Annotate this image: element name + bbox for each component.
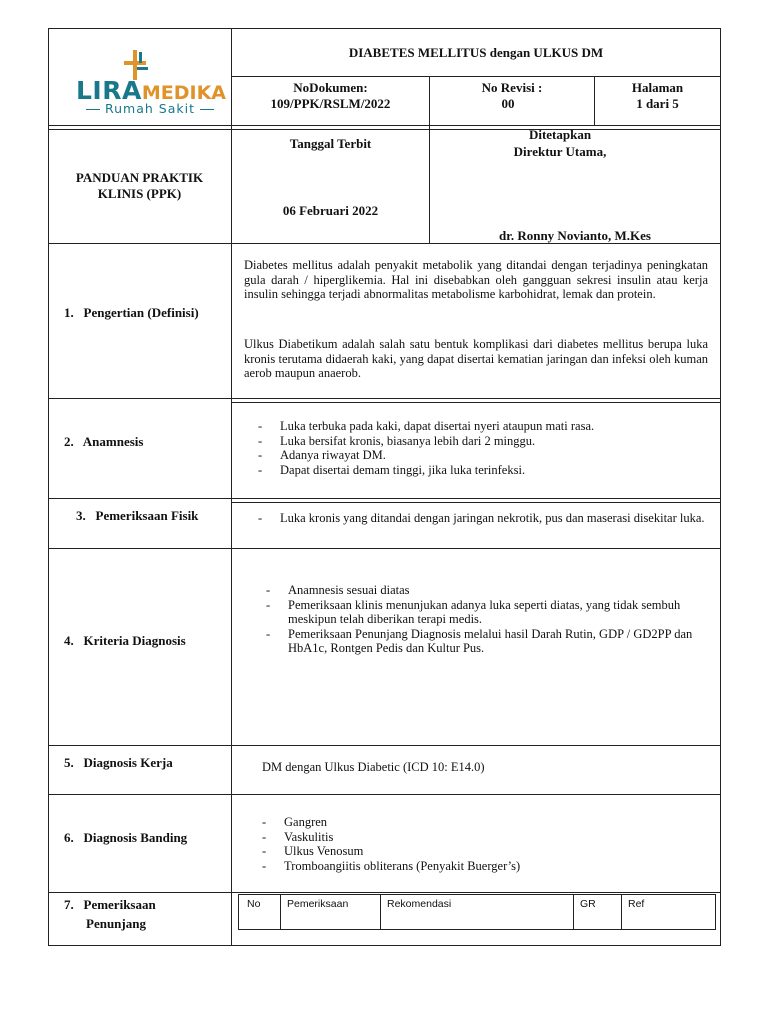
list-item: - Luka kronis yang ditandai dengan jaringan nekrotik, pus dan maserasi disekitar luka. [256, 511, 714, 526]
list-item: - Tromboangiitis obliterans (Penyakit Buerger’s) [260, 859, 700, 874]
section-1-para2: Ulkus Diabetikum adalah salah satu bentuk komplikasi dari diabetes mellitus berupa luka kronis terutama didaerah kaki, yang dapat disertai kematian jaringan dan infeksi oleh kuman aerob maupun anaerob. [244, 337, 708, 380]
section-3-title: 3. Pemeriksaan Fisik [76, 508, 199, 523]
list-item: - Pemeriksaan klinis menunjukan adanya luka seperti diatas, yang tidak sembuh meskipun telah diberikan terapi medis. [264, 598, 704, 627]
sep-s4-s5 [48, 745, 721, 746]
section-1-para1: Diabetes mellitus adalah penyakit metabolik yang ditandai dengan terjadinya peningkatan gula darah / hiperglikemia. Hal ini disebabkan oleh gangguan sekresi insulin atau kerja insulin sehingga terjadi abnormalitas metabolisme karbohidrat, lemak dan protein. [244, 258, 708, 301]
logo-name-lira: LIRA [76, 76, 142, 105]
pemeriksaan-fisik-list [256, 511, 714, 526]
halaman-value: 1 dari 5 [636, 96, 679, 111]
sep-s3-s4 [48, 548, 721, 549]
table-header-pemeriksaan: Pemeriksaan [287, 898, 349, 910]
table-header-ref: Ref [628, 898, 645, 910]
no-revisi-label: No Revisi : [481, 80, 543, 95]
hospital-logo [76, 48, 226, 116]
ditetapkan-label: Ditetapkan [528, 127, 592, 142]
kriteria-diagnosis-list [264, 583, 704, 656]
tanggal-terbit-value: 06 Februari 2022 [282, 203, 379, 218]
no-revisi-value: 00 [501, 96, 515, 111]
sep-s5-s6 [48, 794, 721, 795]
sep-s1-s2-b [231, 402, 721, 403]
diagnosis-kerja-text: DM dengan Ulkus Diabetic (ICD 10: E14.0) [262, 760, 485, 774]
diagnosis-banding-list [260, 815, 700, 873]
pemeriksaan-penunjang-table [238, 894, 716, 930]
direktur-title: Direktur Utama, [513, 144, 607, 159]
sep-s1-s2 [48, 398, 721, 399]
sep-s6-s7 [48, 892, 721, 893]
body-column-divider [231, 243, 232, 946]
header-double-line-1 [48, 125, 721, 126]
section-6-title: 6. Diagnosis Banding [64, 830, 188, 845]
sep-s2-s3-b [231, 502, 721, 503]
logo-subtitle: Rumah Sakit [105, 101, 195, 116]
tanggal-terbit-label: Tanggal Terbit [289, 136, 372, 151]
halaman-label: Halaman [631, 80, 684, 95]
anamnesis-list [256, 419, 706, 477]
logo-rule-left [86, 109, 100, 110]
list-item: - Gangren [260, 815, 700, 830]
list-item: - Luka bersifat kronis, biasanya lebih dari 2 minggu. [256, 434, 706, 449]
sep-s2-s3 [48, 498, 721, 499]
logo-rule-right [200, 109, 214, 110]
outer-right-border [720, 28, 721, 946]
logo-name-medika: MEDIKA [141, 82, 226, 104]
table-header-no: No [247, 898, 261, 910]
list-item: - Adanya riwayat DM. [256, 448, 706, 463]
list-item: - Dapat disertai demam tinggi, jika luka terinfeksi. [256, 463, 706, 478]
list-item: - Pemeriksaan Penunjang Diagnosis melalui hasil Darah Rutin, GDP / GD2PP dan HbA1c, Rontgen Pedis dan Kultur Pus. [264, 627, 704, 656]
document-type-line2: KLINIS (PPK) [97, 186, 182, 201]
section-4-title: 4. Kriteria Diagnosis [64, 633, 186, 648]
no-dokumen-label: NoDokumen: [293, 80, 368, 95]
list-item: - Anamnesis sesuai diatas [264, 583, 704, 598]
outer-top-border [48, 28, 721, 29]
table-header-gr: GR [580, 898, 596, 910]
document-type-line1: PANDUAN PRAKTIK [75, 170, 204, 185]
no-dokumen-value: 109/PPK/RSLM/2022 [270, 96, 391, 111]
section-5-title: 5. Diagnosis Kerja [64, 755, 173, 770]
list-item: - Vaskulitis [260, 830, 700, 845]
doc-title: DIABETES MELLITUS dengan ULKUS DM [348, 45, 604, 60]
list-item: - Ulkus Venosum [260, 844, 700, 859]
direktur-name: dr. Ronny Novianto, M.Kes [499, 228, 651, 243]
section-7-title-line1: 7. Pemeriksaan [64, 897, 156, 912]
outer-bottom-border [48, 945, 721, 946]
list-item: - Luka terbuka pada kaki, dapat disertai nyeri ataupun mati rasa. [256, 419, 706, 434]
header-title-bottom [231, 76, 721, 77]
table-header-rekomendasi: Rekomendasi [387, 898, 452, 910]
section-2-title: 2. Anamnesis [64, 434, 144, 449]
outer-left-border [48, 28, 49, 946]
section-7-title-line2: Penunjang [86, 916, 146, 931]
section-1-title: 1. Pengertian (Definisi) [64, 305, 199, 320]
